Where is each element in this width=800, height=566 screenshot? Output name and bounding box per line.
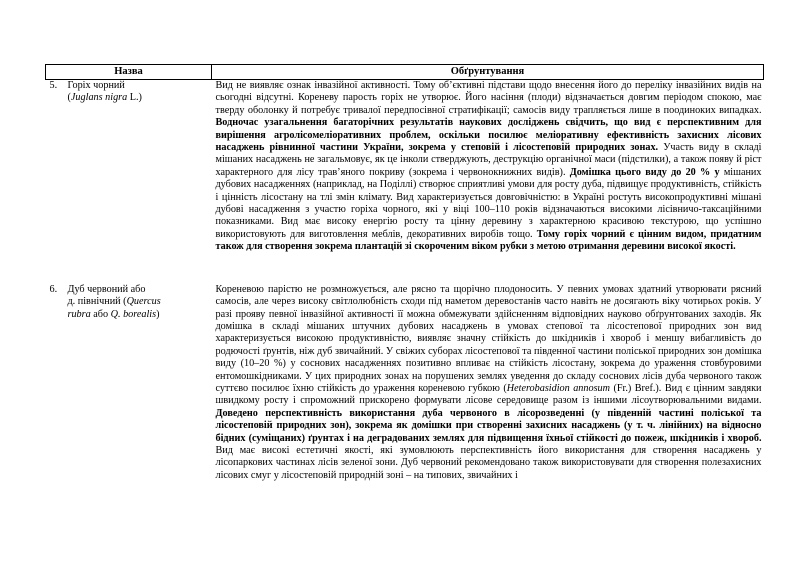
paren-close: ) [156, 308, 160, 320]
text-segment-bold: Доведено перспективність використання дуба червоного в лісорозведенні (у південній частині поліської та лісостеповій природних зон), зокрема як домішки при створенні захисних насаджень (у т. ч. лінійних) на відносно бідних (суміщаних) ґрунтах і на деградованих землях для підвищення їхньої стійкості до пожеж, шкідників і хвороб. [215, 407, 762, 444]
table-row [46, 80, 764, 254]
species-or: або [90, 308, 111, 320]
row-number: 5. [49, 80, 58, 91]
species-author: L.) [127, 92, 142, 104]
table-row [46, 284, 764, 483]
species-name-cell [46, 80, 212, 254]
text-segment: мішаних дубових насадженнях (наприклад, на Поділлі) створює сприятливі умови для росту дуба, підвищує продуктивність, стійкість і цінність лісостану на тлі змін клімату. Вид характеризується довговічністю: в Україні ростуть високопродуктивні мішані дубові насадження з участю горіха чорного, які у віці 100–110 років відзначаються високими лісівничо-таксаційними показниками. Вид має високу енергію росту та цінну деревину з характерною красивою текстурою, що успішно використовують для виготовлення меблів, декоративних виробів тощо. [215, 166, 762, 240]
species-name-cell [46, 284, 212, 483]
species-common-name: Дуб червоний або [67, 283, 146, 295]
row-number: 6. [49, 283, 58, 295]
species-name [68, 80, 212, 105]
text-segment: Кореневою парістю не розмножується, але рясно та щорічно плодоносить. У певних умовах здатний утворювати рясний самосів, але через високу світлолюбність сходи під наметом деревостанів часто навіть не досягають віку чотирьох років. У разі прояву певної інвазійної активності її можна обмежувати здійсненням відповідних науково обґрунтованих заходів. Як домішка в складі мішаних штучних дубових насаджень в умовах степової та лісостепової природних зон вид характеризується високою продуктивністю, виявляє значну стійкість до шкідників і хвороб і меншу вибагливість до родючості ґрунтів, ніж дуб звичайний. У свіжих суборах лісостепової та південної частини поліської природних зон домішка виду (10–20 %) у соснових насадженнях позитивно впливає на стійкість лісостану, зокрема до ураження стовбуровими ентомошкідниками. У цих природних зонах на порушених землях уведення до складу соснових лісів дуба червоного також суттєво посилює їхню стійкість до ураження кореневою губкою ( [215, 283, 762, 394]
species-common-name: Горіх чорний [67, 80, 125, 91]
text-segment-bold: Водночас узагальнення багаторічних результатів наукових досліджень свідчить, що вид є перспективним для вирішення агролісомеліоративних проблем, оскільки посилює меліоративну ефективність захисних лісових насаджень рівнинної частини України, зокрема у степовій і лісостеповій природних зонах. [215, 117, 762, 154]
paren-open: ( [67, 92, 71, 104]
table-header-row [46, 65, 764, 80]
species-alt-name: д. північний ( [67, 296, 127, 308]
text-segment-bold: Домішка цього виду до 20 % у [569, 166, 720, 178]
text-segment-italic: Heterobasidion annosum [506, 382, 610, 394]
justification-text [212, 80, 764, 254]
species-name [68, 284, 212, 321]
text-segment: Вид не виявляє ознак інвазійної активності. Тому об’єктивні підстави щодо внесення його до переліку інвазійних видів на сьогодні відсутні. Кореневу парость горіх не утворює. Його насіння (плоди) відзначається довгим періодом спокою, має тверду оболонку й потребує тривалої передпосівної стратифікації; самосів виду трапляється лише в поодиноких випадках. [215, 80, 762, 116]
header-name: Назва [46, 65, 212, 80]
justification-text [212, 284, 764, 483]
text-segment: Участь виду в складі мішаних насаджень не загальмовує, як це інколи стверджують, деструкцію органічної маси (підстилки), а також появу й ріст характерного для лісу трав’яного покриву (зокрема і червонокнижних видів). [215, 142, 762, 178]
species-latin-name: Juglans nigra [70, 92, 128, 104]
text-segment: Вид має високі естетичні якості, які зумовлюють перспективність його використання для створення насаджень у лісопаркових частинах лісів зеленої зони. Дуб червоний рекомендовано також використовувати для створення полезахисних лісових смуг у лісостеповій природній зоні – на типових, звичайних і [215, 444, 762, 481]
species-latin-name: Quercus [126, 296, 161, 308]
text-segment: (Fr.) Bref.). Вид є цінним завдяки швидкому росту і спроможний прискорено формувати лісове середовище разом із іншими лісоутворювальними видами. [215, 382, 762, 407]
species-latin-synonym: Q. borealis [110, 308, 157, 320]
row-spacer [46, 254, 764, 284]
species-latin-epithet: rubra [67, 308, 91, 320]
text-segment-bold: Тому горіх чорний є цінним видом, придатним також для створення зокрема плантацій зі скороченим віком рубки з метою отримання деревини високої якості. [215, 228, 762, 253]
justification-table [45, 64, 764, 482]
header-justification: Обґрунтування [212, 65, 764, 80]
